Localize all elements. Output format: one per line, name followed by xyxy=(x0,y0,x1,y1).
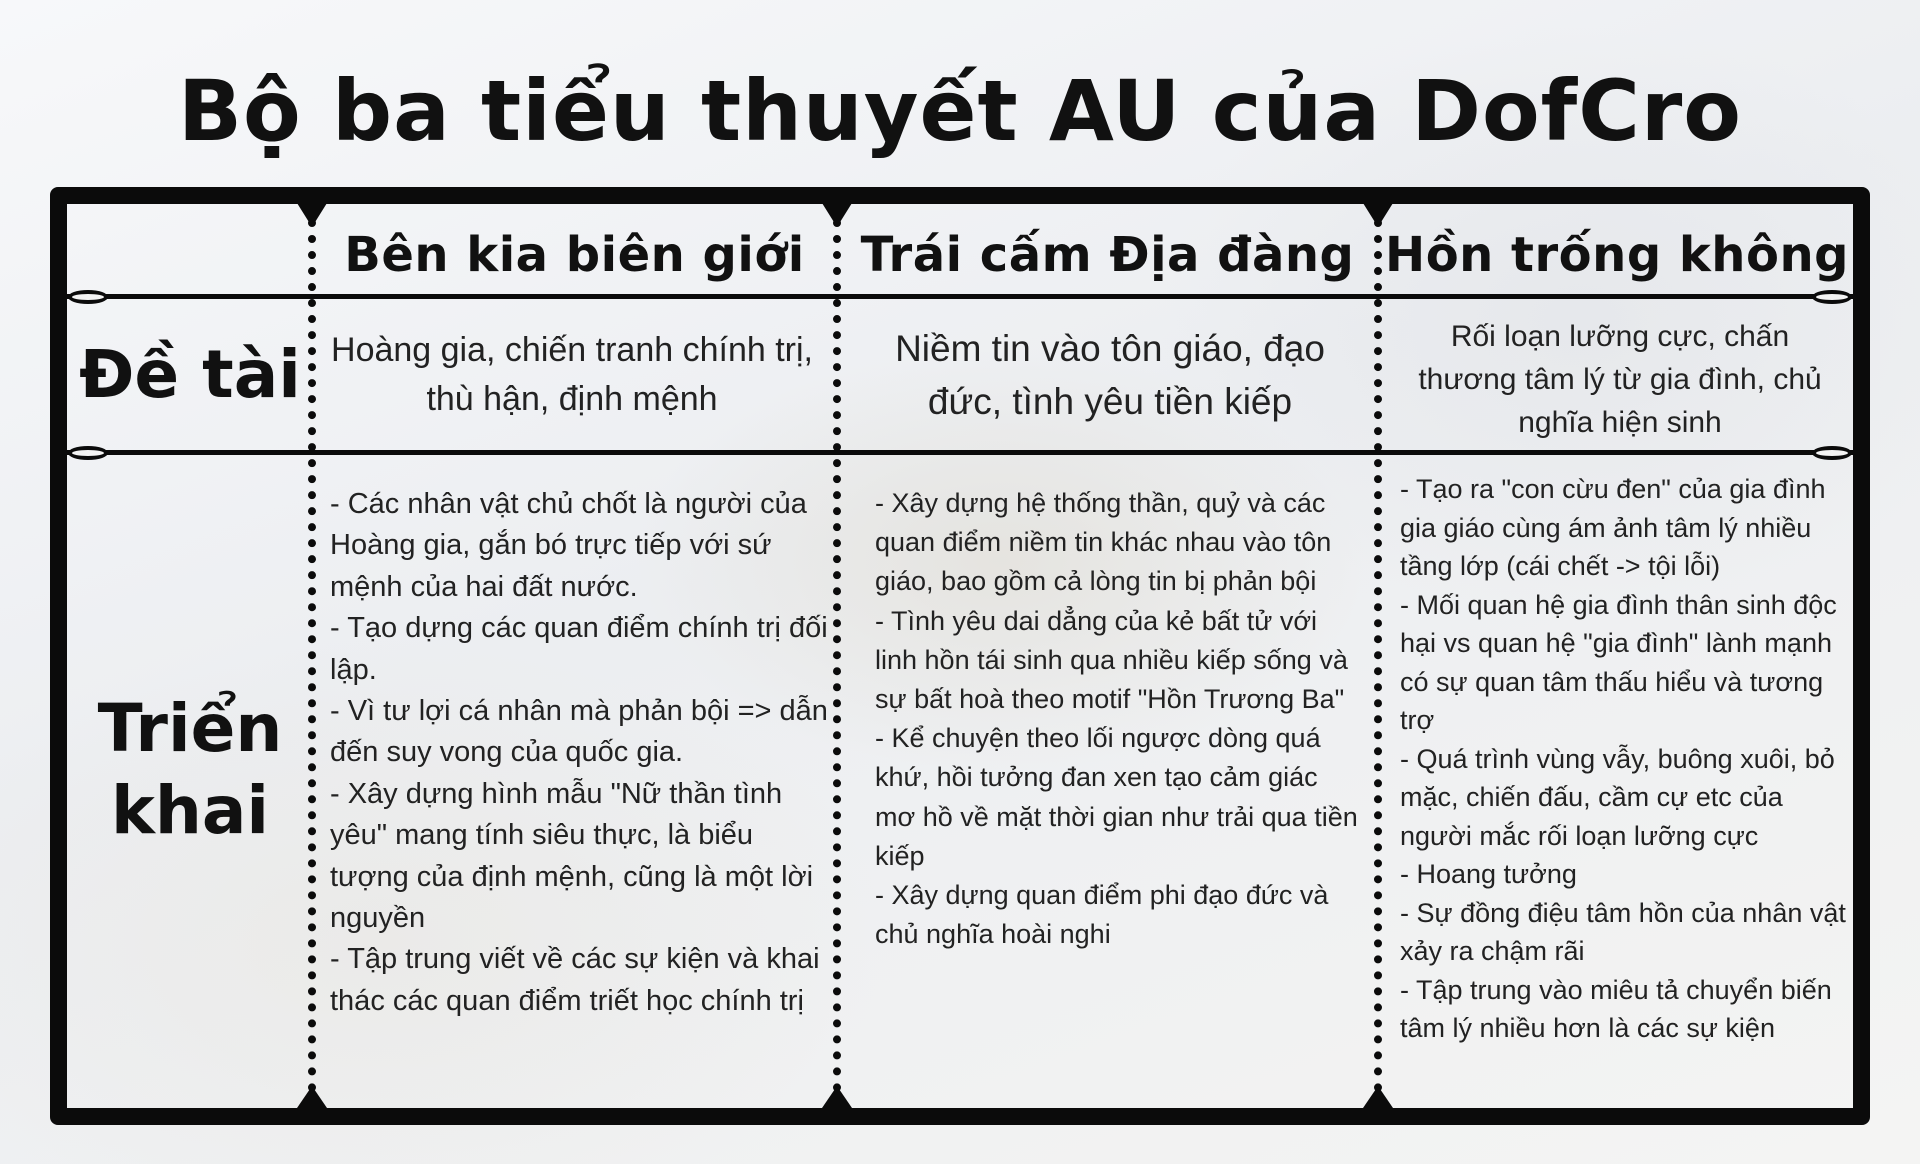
development-item: - Quá trình vùng vẫy, buông xuôi, bỏ mặc, chiến đấu, cầm cự etc của người mắc rối loạn lưỡng cực xyxy=(1400,743,1835,851)
development-item: - Tập trung viết về các sự kiện và khai thác các quan điểm triết học chính trị xyxy=(330,943,820,1017)
divider-cap-right xyxy=(1812,446,1852,460)
divider-cap-left xyxy=(68,446,108,460)
development-item: - Các nhân vật chủ chốt là người của Hoàng gia, gắn bó trực tiếp với sứ mệnh của hai đất nước. xyxy=(330,488,807,603)
column-separator xyxy=(833,203,841,1108)
separator-arrow-bottom xyxy=(297,1086,327,1108)
separator-arrow-bottom xyxy=(822,1086,852,1108)
column-separator xyxy=(1374,203,1382,1108)
development-item: - Vì tư lợi cá nhân mà phản bội => dẫn đến suy vong của quốc gia. xyxy=(330,695,828,769)
development-item: - Tạo ra "con cừu đen" của gia đình gia giáo cùng ám ảnh tâm lý nhiều tầng lớp (cái chết -> tội lỗi) xyxy=(1400,474,1826,581)
development-list xyxy=(875,484,1365,954)
separator-arrow-bottom xyxy=(1363,1086,1393,1108)
development-list xyxy=(330,484,830,1022)
development-item: - Tập trung vào miêu tả chuyển biến tâm lý nhiều hơn là các sự kiện xyxy=(1400,974,1832,1043)
row-header-development-line: khai xyxy=(110,772,270,849)
development-item: - Xây dựng quan điểm phi đạo đức và chủ nghĩa hoài nghi xyxy=(875,880,1329,950)
header-divider xyxy=(52,294,1868,299)
page-title: Bộ ba tiểu thuyết AU của DofCro xyxy=(177,62,1743,160)
development-list xyxy=(1400,470,1850,1048)
development-item: - Sự đồng điệu tâm hồn của nhân vật xảy ra chậm rãi xyxy=(1400,897,1846,966)
row-header-topic: Đề tài xyxy=(79,335,301,413)
column-header-ben-kia-bien-gioi: Bên kia biên giới xyxy=(344,227,805,283)
topic-cell: Rối loạn lưỡng cực, chấn thương tâm lý từ gia đình, chủ nghĩa hiện sinh xyxy=(1418,320,1822,439)
divider-cap-left xyxy=(68,290,108,304)
development-item: - Tình yêu dai dẳng của kẻ bất tử với linh hồn tái sinh qua nhiều kiếp sống và sự bất hoà theo motif "Hồn Trương Ba" xyxy=(875,605,1348,715)
development-item: - Kể chuyện theo lối ngược dòng quá khứ, hồi tưởng đan xen tạo cảm giác mơ hồ về mặt thời gian như trải qua tiền kiếp xyxy=(875,723,1358,871)
row-divider xyxy=(52,450,1868,455)
divider-cap-right xyxy=(1812,290,1852,304)
development-item: - Xây dựng hệ thống thần, quỷ và các quan điểm niềm tin khác nhau vào tôn giáo, bao gồm cả lòng tin bị phản bội xyxy=(875,488,1332,597)
development-item: - Tạo dựng các quan điểm chính trị đối lập. xyxy=(330,612,828,686)
topic-cell: Niềm tin vào tôn giáo, đạo đức, tình yêu tiền kiếp xyxy=(895,328,1325,422)
column-header-hon-trong-khong: Hồn trống không xyxy=(1385,227,1849,283)
development-item: - Xây dựng hình mẫu "Nữ thần tình yêu" mang tính siêu thực, là biểu tượng của định mệnh, cũng là một lời nguyền xyxy=(330,777,814,935)
development-item: - Mối quan hệ gia đình thân sinh độc hại vs quan hệ "gia đình" lành mạnh có sự quan tâm thấu hiểu và tương trợ xyxy=(1400,589,1837,735)
row-header-development-line: Triển xyxy=(97,689,283,767)
column-header-trai-cam-dia-dang: Trái cấm Địa đàng xyxy=(860,227,1355,283)
topic-cell: Hoàng gia, chiến tranh chính trị, thù hận, định mệnh xyxy=(331,331,813,418)
development-item: - Hoang tưởng xyxy=(1400,859,1577,889)
row-header-development xyxy=(70,460,310,1080)
